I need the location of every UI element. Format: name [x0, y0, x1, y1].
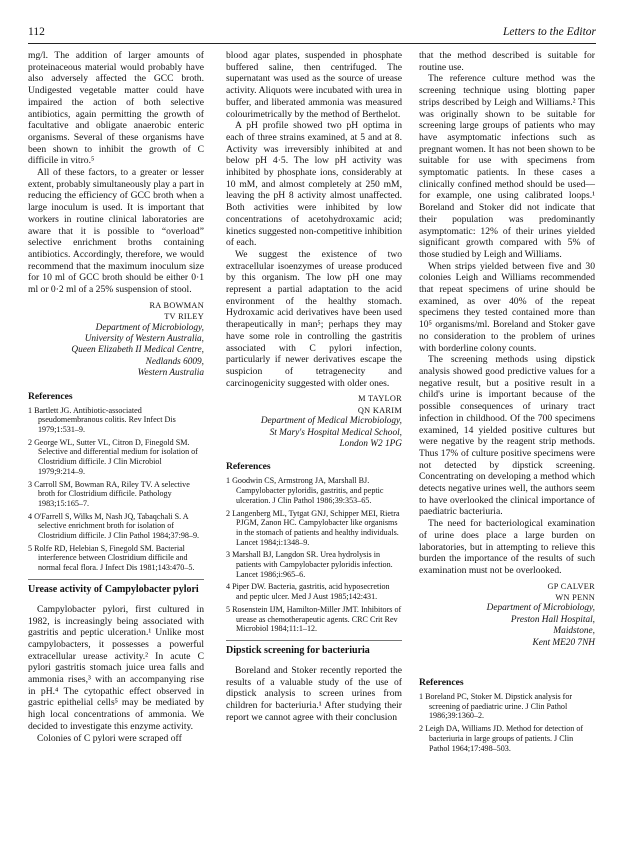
reference-item: 2 George WL, Sutter VL, Citron D, Finegold SM. Selective and differential medium for isolation of Clostridium difficile. J Clin Microbiol 1979;9:214–9. [28, 437, 198, 476]
body-paragraph: A pH profile showed two pH optima in each of three strains examined, at 5 and at 8. Activity was irreversibly inhibited at and below pH 4·5. The low pH activity was inhibited by phosphate ions, considerably at 10 mM, and almost completely at 250 mM, leaving the pH 8 activity almost unaffected. Both activities were inhibited by low concentrations of acetohydroxamic acid; kinetics suggested non-competitive inhibition of each. [226, 120, 402, 249]
affiliation-line: Kent ME20 7NH [532, 637, 595, 648]
reference-item: 2 Langenberg ML, Tytgat GNJ, Schipper MEI, Rietra PJGM, Zanon HC. Campylobacter like organisms in the stomach of patients and healthy individuals. Lancet 1984;i:1348–9. [226, 508, 400, 547]
references-heading: References [226, 461, 271, 473]
body-paragraph: that the method described is suitable for routine use. [419, 50, 595, 73]
reference-item: 5 Rosenstein IJM, Hamilton-Miller JMT. Inhibitors of urease as chemotherapeutic agents. CRC Crit Rev Microbiol 1984;11:1–12. [226, 604, 402, 634]
column-2 [226, 50, 402, 723]
section-divider [226, 640, 402, 641]
body-paragraph: mg/l. The addition of larger amounts of proteinaceous material would probably have also adversely affected the GCC broth. Undigested vegetable matter could have impaired the action of both selective antibiotics, again permitting the growth of facultative and obligate anaerobic enteric organisms. Several of these organisms have been shown to inhibit the growth of C difficile in vitro.⁵ [28, 50, 204, 167]
affiliation-line: Western Australia [137, 368, 204, 379]
body-paragraph: We suggest the existence of two extracellular isoenzymes of urease produced by this organism. The low pH one may represent a partial adaptation to the acid environment of the healthy stomach. Hydroxamic acid derivatives have been used therapeutically in man⁵; perhaps they may have some role in controlling the gastritis associated with C pylori infection, particularly if newer derivatives escape the suspicion of tetragenecity and carcinogenicity suggested with older ones. [226, 248, 402, 389]
body-paragraph: Boreland and Stoker recently reported the results of a valuable study of the use of dipstick analysis to screen urines from children for bacteriuria.¹ After studying their report we cannot agree with their conclusion [226, 664, 402, 723]
affiliation-line: Preston Hall Hospital, [510, 614, 595, 625]
affiliation-line: Department of Microbiology, [95, 322, 204, 333]
author-name: TV RILEY [164, 312, 204, 322]
affiliation-line: Department of Medical Microbiology, [260, 416, 402, 427]
author-name: RA BOWMAN [149, 300, 204, 310]
references-heading: References [28, 390, 73, 402]
affiliation-line: University of Western Australia, [84, 333, 204, 344]
body-paragraph: blood agar plates, suspended in phosphate buffered saline, then centrifuged. The supernatant was used as the source of urease activity. Aliquots were incubated with urea in buffer, and liberated ammonia was measured colourimetrically by the method of Berthelot. [226, 50, 402, 120]
affiliation-line: Maidstone, [553, 626, 595, 637]
reference-item: 1 Bartlett JG. Antibiotic-associated pseudomembranous colitis. Rev Infect Dis 1979;1:531–9. [28, 405, 176, 435]
reference-item: 4 O'Farrell S, Wilks M, Nash JQ, Tabaqchali S. A selective enrichment broth for isolation of Clostridium difficile. J Clin Pathol 1984;37:98–9. [28, 511, 200, 541]
section-title: Dipstick screening for bacteriuria [226, 644, 370, 656]
author-name: WN PENN [555, 593, 595, 603]
affiliation-line: London W2 1PG [339, 439, 402, 450]
author-name: QN KARIM [357, 405, 402, 415]
page-number: 112 [28, 26, 45, 38]
author-signature [28, 300, 204, 380]
body-paragraph: The reference culture method was the screening technique using blotting paper strips described by Leigh and Williams.² This was originally shown to be suitable for screening large groups of patients who may have asymptomatic infections such as pregnant women. It has not been shown to be suitable for use with specimens from symptomatic patients. In these cases a clinically confined method should be used—for example, one using calibrated loops.¹ Boreland and Stoker did not indicate that their population was predominantly asymptomatic: 12% of their urines yielded significant growth compared with 5% of those studied by Leigh and Williams. [419, 73, 595, 260]
reference-item: 1 Goodwin CS, Armstrong JA, Marshall BJ. Campylobacter pyloridis, gastritis, and peptic ulceration. J Clin Pathol 1986;39:353–65. [226, 476, 384, 505]
affiliation-line: Queen Elizabeth II Medical Centre, [71, 345, 204, 356]
reference-item: 3 Carroll SM, Bowman RA, Riley TV. A selective broth for Clostridium difficile. Pathology 1983;15:165–7. [28, 479, 190, 508]
body-paragraph: Colonies of C pylori were scraped off [37, 732, 182, 744]
header-rule [28, 43, 596, 44]
author-name: M TAYLOR [358, 394, 402, 404]
body-paragraph: All of these factors, to a greater or lesser extent, probably simultaneously play a part in reducing the efficiency of GCC broth when a large inoculum is used. It is important that workers in routine clinical laboratories are aware that it is possible to “overload” selective enrichment broths containing antibiotics. Accordingly, therefore, we would recommend that the maximum inoculum size for 10 ml of GCC broth should be either 0·1 ml or 0·2 ml of a 25% suspension of stool. [28, 167, 204, 296]
section-divider [28, 579, 204, 580]
references-heading: References [419, 677, 464, 689]
affiliation-line: St Mary's Hospital Medical School, [269, 427, 402, 438]
body-paragraph: When strips yielded between five and 30 colonies Leigh and Williams recommended that repeat specimens of urine should be examined, as over 40% of the repeat specimens they tested contained more than 10⁵ organisms/ml. Boreland and Stoker gave no consideration to the problem of urines with borderline colony counts. [419, 260, 595, 354]
author-signature [419, 581, 595, 649]
body-paragraph: Campylobacter pylori, first cultured in 1982, is increasingly being associated with gastritis and peptic ulceration.¹ Unlike most campylobacters, it possesses a powerful extracellular urease activity.² In acute C pylori gastritis stomach juice urea falls and ammonia rises,³ with an accompanying rise in pH.⁴ The cytopathic effect observed in gastric epithelial cells⁵ may be mediated by high local concentrations of ammonia. We decided to investigate this enzyme activity. [28, 603, 204, 732]
body-paragraph: The screening methods using dipstick analysis showed good predictive values for a negative result, but a positive result in a child's urine is important because of the possible consequences of urinary tract infection in childhood. Of the 700 specimens examined, 14 yielded positive cultures but were negative by the reagent strip methods. Thus 17% of culture positive specimens were not detected by dipstick screening. Concentrating on developing a method which detects negative urines well, the authors seem to have overlooked the clinical importance of paediatric bacteriuria. [419, 354, 595, 518]
section-title: Urease activity of Campylobacter pylori [28, 583, 199, 595]
reference-item: 5 Rolfe RD, Helebian S, Finegold SM. Bacterial interference between Clostridium difficile and normal fecal flora. J Infect Dis 1981;143:470–5. [28, 543, 195, 573]
column-3 [419, 50, 595, 756]
running-head: Letters to the Editor [503, 26, 596, 38]
author-signature [226, 393, 402, 450]
column-1 [28, 50, 204, 744]
reference-item: 4 Piper DW. Bacteria, gastritis, acid hyposecretion and peptic ulcer. Med J Aust 1985;142:431. [226, 582, 390, 602]
affiliation-line: Nedlands 6009, [145, 356, 204, 367]
author-name: GP CALVER [547, 581, 595, 591]
reference-item: 1 Boreland PC, Stoker M. Dipstick analysis for screening of paediatric urine. J Clin Pathol 1986;39:1360–2. [419, 692, 573, 721]
body-paragraph: The need for bacteriological examination of urine does place a large burden on laboratories, but in attempting to relieve this burden the importance of the results of such examination must not be overlooked. [419, 518, 595, 576]
reference-item: 2 Leigh DA, Williams JD. Method for detection of bacteriuria in large groups of patients. J Clin Pathol 1964;17:498–503. [419, 724, 584, 753]
reference-item: 3 Marshall BJ, Langdon SR. Urea hydrolysis in patients with Campylobacter pyloridis infection. Lancet 1986;i:965–6. [226, 550, 393, 579]
affiliation-line: Department of Microbiology, [486, 603, 595, 614]
